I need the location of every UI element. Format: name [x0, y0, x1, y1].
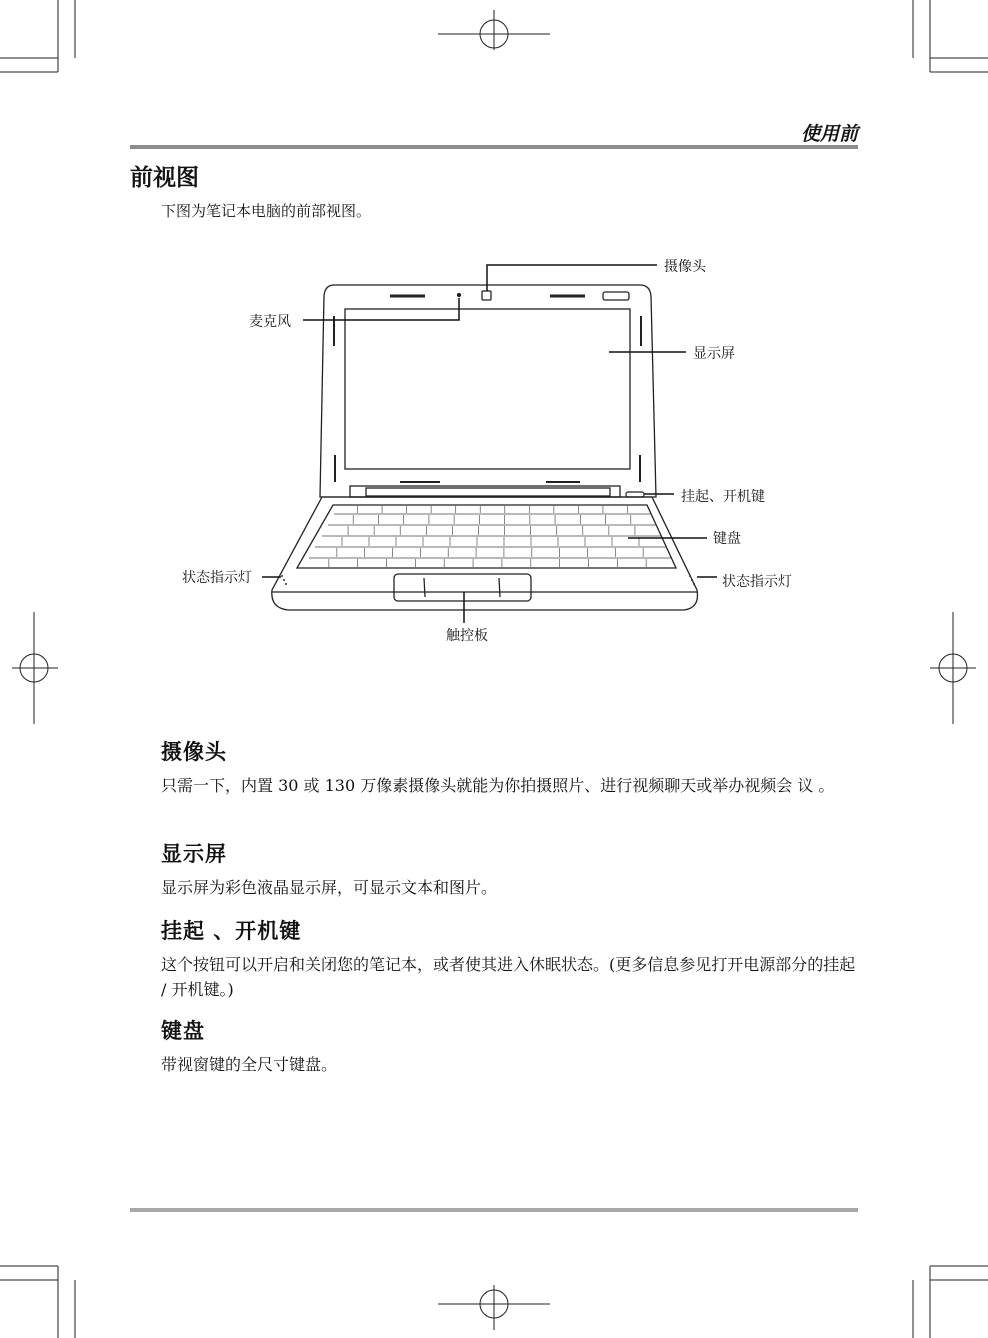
callout-display: 显示屏: [693, 346, 735, 362]
callout-status-left: 状态指示灯: [182, 570, 252, 586]
callout-touchpad: 触控板: [446, 628, 488, 644]
section-body-power: 这个按钮可以开启和关闭您的笔记本，或者使其进入休眠状态。(更多信息参见打开电源部分的挂起 / 开机键。): [161, 955, 856, 999]
section-heading-camera: 摄像头: [161, 740, 227, 764]
screen-outline: [345, 309, 630, 469]
section-label: 使用前: [800, 123, 858, 145]
camera-glyph: [482, 291, 491, 300]
page-title: 前视图: [130, 165, 199, 191]
callout-power-button: 挂起、开机键: [681, 489, 765, 505]
section-body-camera: 只需一下，内置 30 或 130 万像素摄像头就能为你拍摄照片、进行视频聊天或举办视频会 议 。: [161, 776, 835, 795]
section-body-display: 显示屏为彩色液晶显示屏，可显示文本和图片。: [161, 878, 498, 897]
section-heading-keyboard: 键盘: [161, 1019, 205, 1043]
touchpad-outline: [394, 574, 531, 601]
section-heading-display: 显示屏: [161, 842, 227, 866]
intro-text: 下图为笔记本电脑的前部视图。: [161, 202, 372, 220]
callout-keyboard: 键盘: [713, 531, 741, 547]
callout-microphone: 麦克风: [249, 314, 291, 330]
microphone-glyph: [458, 294, 461, 297]
lid-outline: [320, 285, 656, 497]
section-heading-power: 挂起 、开机键: [161, 919, 302, 943]
callout-camera: 摄像头: [664, 259, 706, 275]
footer-rule: [130, 1208, 858, 1212]
keyboard-outline: [297, 505, 676, 568]
section-body-keyboard: 带视窗键的全尺寸键盘。: [161, 1055, 338, 1074]
callout-status-right: 状态指示灯: [722, 574, 792, 590]
